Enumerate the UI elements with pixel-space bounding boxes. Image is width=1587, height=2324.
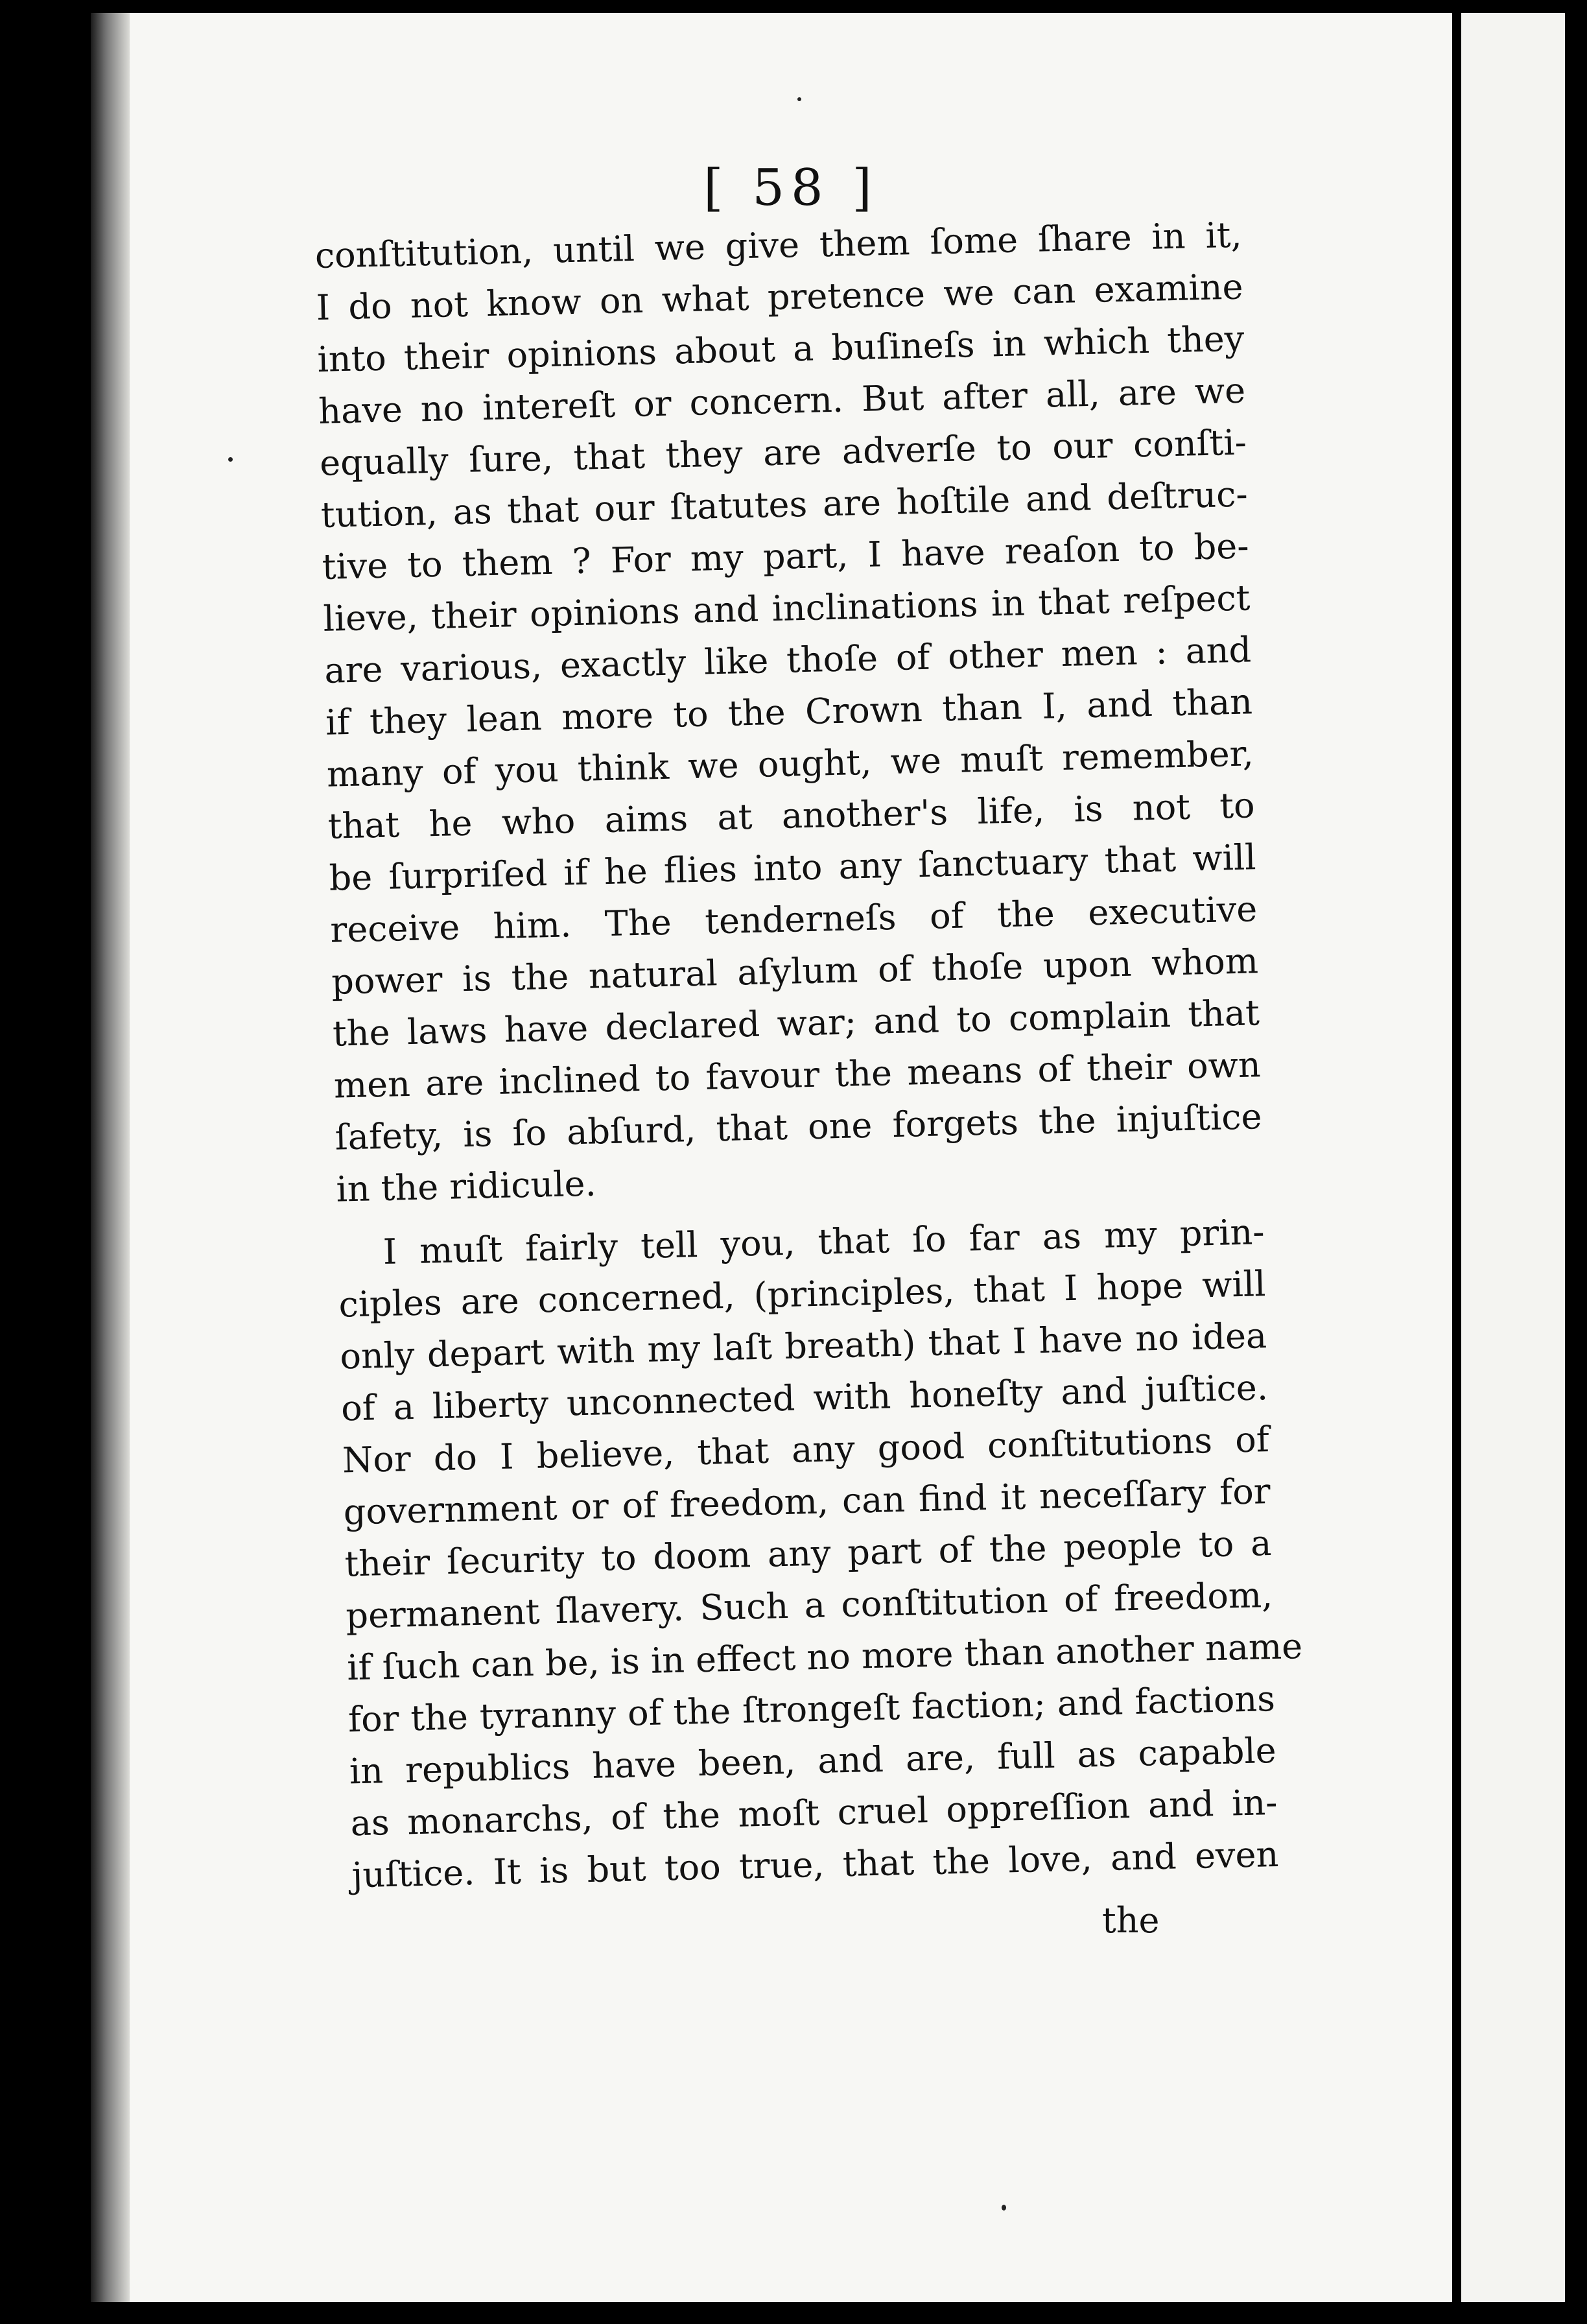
text-line: men are inclined to favour the means of their own [333, 1044, 1262, 1106]
text-line: in the ridicule. [335, 1163, 597, 1210]
catchword: the [1102, 1900, 1160, 1941]
text-line: tution, as that our ſtatutes are hoſtile and deſtruc- [320, 473, 1249, 536]
text-line: juſtice. It is but too true, that the love, and even [351, 1833, 1279, 1896]
text-line: government or of freedom, can find it neceſſary for [343, 1471, 1271, 1533]
text-line: as monarchs, of the moſt cruel oppreſſion and in- [350, 1781, 1278, 1844]
text-line: ſafety, is ſo abſurd, that one forgets the injuſtice [335, 1096, 1263, 1158]
binding-gutter [91, 13, 130, 2302]
text-line: permanent ſlavery. Such a conſtitution of freedom, [345, 1574, 1273, 1637]
facing-page-edge [1461, 13, 1565, 2302]
text-line: of a liberty unconnected with honeſty and juſtice. [340, 1367, 1269, 1429]
text-line: only depart with my laſt breath) that I have no idea [339, 1315, 1267, 1377]
ink-speck [797, 97, 801, 101]
text-line: I muſt fairly tell you, that ſo far as my prin- [382, 1211, 1265, 1272]
text-line: are various, exactly like thoſe of other men : and [323, 629, 1252, 691]
text-line: have no intereſt or concern. But after all, are we [318, 370, 1246, 432]
text-line: receive him. The tenderneſs of the executive [329, 888, 1258, 951]
text-line: the laws have declared war; and to complain that [332, 992, 1260, 1054]
text-line: tive to them ? For my part, I have reaſon to be- [322, 525, 1250, 587]
text-line: conſtitution, until we give them ſome ſhare in it, [314, 214, 1243, 276]
text-line: their ſecurity to doom any part of the people to a [344, 1523, 1273, 1585]
ink-speck [228, 457, 233, 462]
text-line: lieve, their opinions and inclinations in that reſpect [322, 577, 1251, 639]
text-line: if ſuch can be, is in effect no more than another name [346, 1625, 1303, 1689]
text-line: many of you think we ought, we muſt remember, [326, 733, 1254, 795]
body-text [314, 209, 1303, 1902]
text-line: be ſurpriſed if he flies into any ſanctuary that will [328, 836, 1257, 899]
text-line: in republics have been, and are, full as capable [349, 1729, 1277, 1792]
paragraph-2 [337, 1206, 1303, 1901]
text-line: Nor do I believe, that any good conſtitutions of [342, 1419, 1270, 1481]
text-line: I do not know on what pretence we can examine [315, 266, 1244, 328]
text-line: power is the natural aſylum of thoſe upon whom [331, 940, 1259, 1002]
page-number-header: [ 58 ] [703, 159, 878, 217]
text-line: if they lean more to the Crown than I, and than [325, 681, 1253, 743]
text-line: for the tyranny of the ſtrongeſt faction; and factions [347, 1678, 1276, 1740]
page-edge-shadow [1452, 13, 1461, 2302]
text-line: into their opinions about a buſineſs in which they [316, 318, 1245, 380]
text-line: equally ſure, that they are adverſe to our conſti- [319, 421, 1247, 484]
text-line: ciples are concerned, (principles, that I hope will [338, 1263, 1266, 1325]
text-line: that he who aims at another's life, is not to [327, 785, 1256, 847]
paragraph-1 [314, 209, 1264, 1216]
ink-speck [1002, 2205, 1006, 2211]
